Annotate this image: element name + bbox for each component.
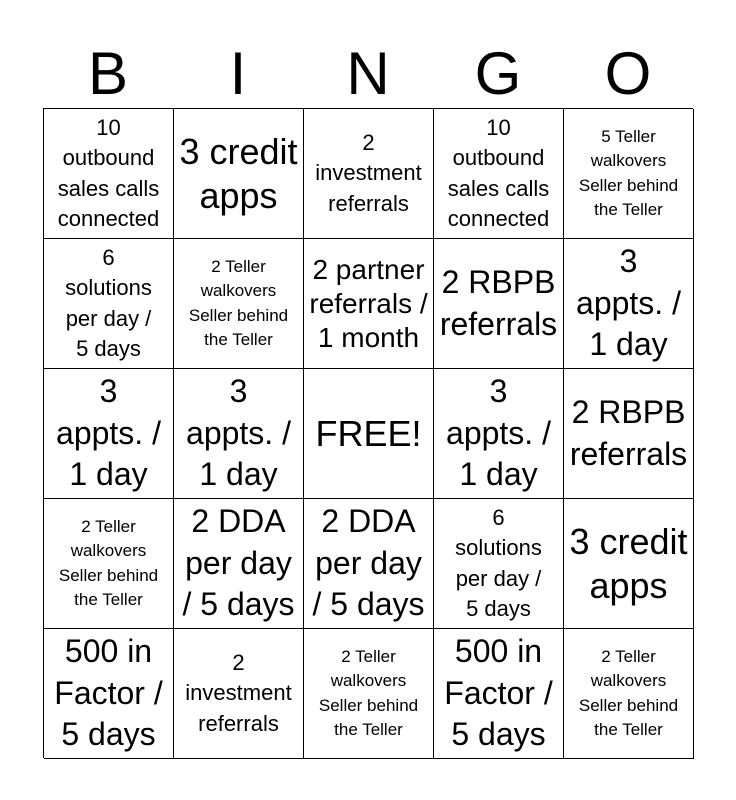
bingo-cell[interactable]: 2 investment referrals [304, 109, 434, 239]
bingo-cell[interactable]: 3 credit apps [174, 109, 304, 239]
bingo-cell[interactable]: 2 RBPB referrals [434, 239, 564, 369]
header-letter-b: B [87, 40, 129, 107]
header-letter-i: I [229, 40, 247, 107]
bingo-card-grid [43, 108, 693, 758]
bingo-cell[interactable]: 3 appts. / 1 day [434, 369, 564, 499]
header-letter-o: O [604, 40, 652, 107]
bingo-cell[interactable]: 2 partner referrals / 1 month [304, 239, 434, 369]
bingo-cell[interactable]: 5 Teller walkovers Seller behind the Teller [564, 109, 694, 239]
bingo-cell[interactable]: 2 DDA per day / 5 days [304, 499, 434, 629]
bingo-cell[interactable]: 3 appts. / 1 day [44, 369, 174, 499]
bingo-cell[interactable]: 3 credit apps [564, 499, 694, 629]
bingo-cell[interactable]: 2 DDA per day / 5 days [174, 499, 304, 629]
bingo-header [43, 40, 693, 108]
bingo-cell[interactable]: 3 appts. / 1 day [564, 239, 694, 369]
bingo-cell[interactable]: 2 investment referrals [174, 629, 304, 759]
bingo-cell[interactable]: 2 Teller walkovers Seller behind the Teller [564, 629, 694, 759]
bingo-cell[interactable]: 3 appts. / 1 day [174, 369, 304, 499]
bingo-cell[interactable]: 10 outbound sales calls connected [434, 109, 564, 239]
bingo-cell[interactable]: 2 Teller walkovers Seller behind the Teller [174, 239, 304, 369]
header-letter-n: N [346, 40, 390, 107]
bingo-cell[interactable]: 6 solutions per day / 5 days [44, 239, 174, 369]
bingo-cell[interactable]: 500 in Factor / 5 days [434, 629, 564, 759]
bingo-cell[interactable]: 2 RBPB referrals [564, 369, 694, 499]
bingo-cell[interactable]: 2 Teller walkovers Seller behind the Teller [304, 629, 434, 759]
header-letter-g: G [474, 40, 522, 107]
bingo-cell[interactable]: 500 in Factor / 5 days [44, 629, 174, 759]
free-space-cell[interactable]: FREE! [304, 369, 434, 499]
bingo-cell[interactable]: 6 solutions per day / 5 days [434, 499, 564, 629]
bingo-cell[interactable]: 2 Teller walkovers Seller behind the Teller [44, 499, 174, 629]
bingo-cell[interactable]: 10 outbound sales calls connected [44, 109, 174, 239]
